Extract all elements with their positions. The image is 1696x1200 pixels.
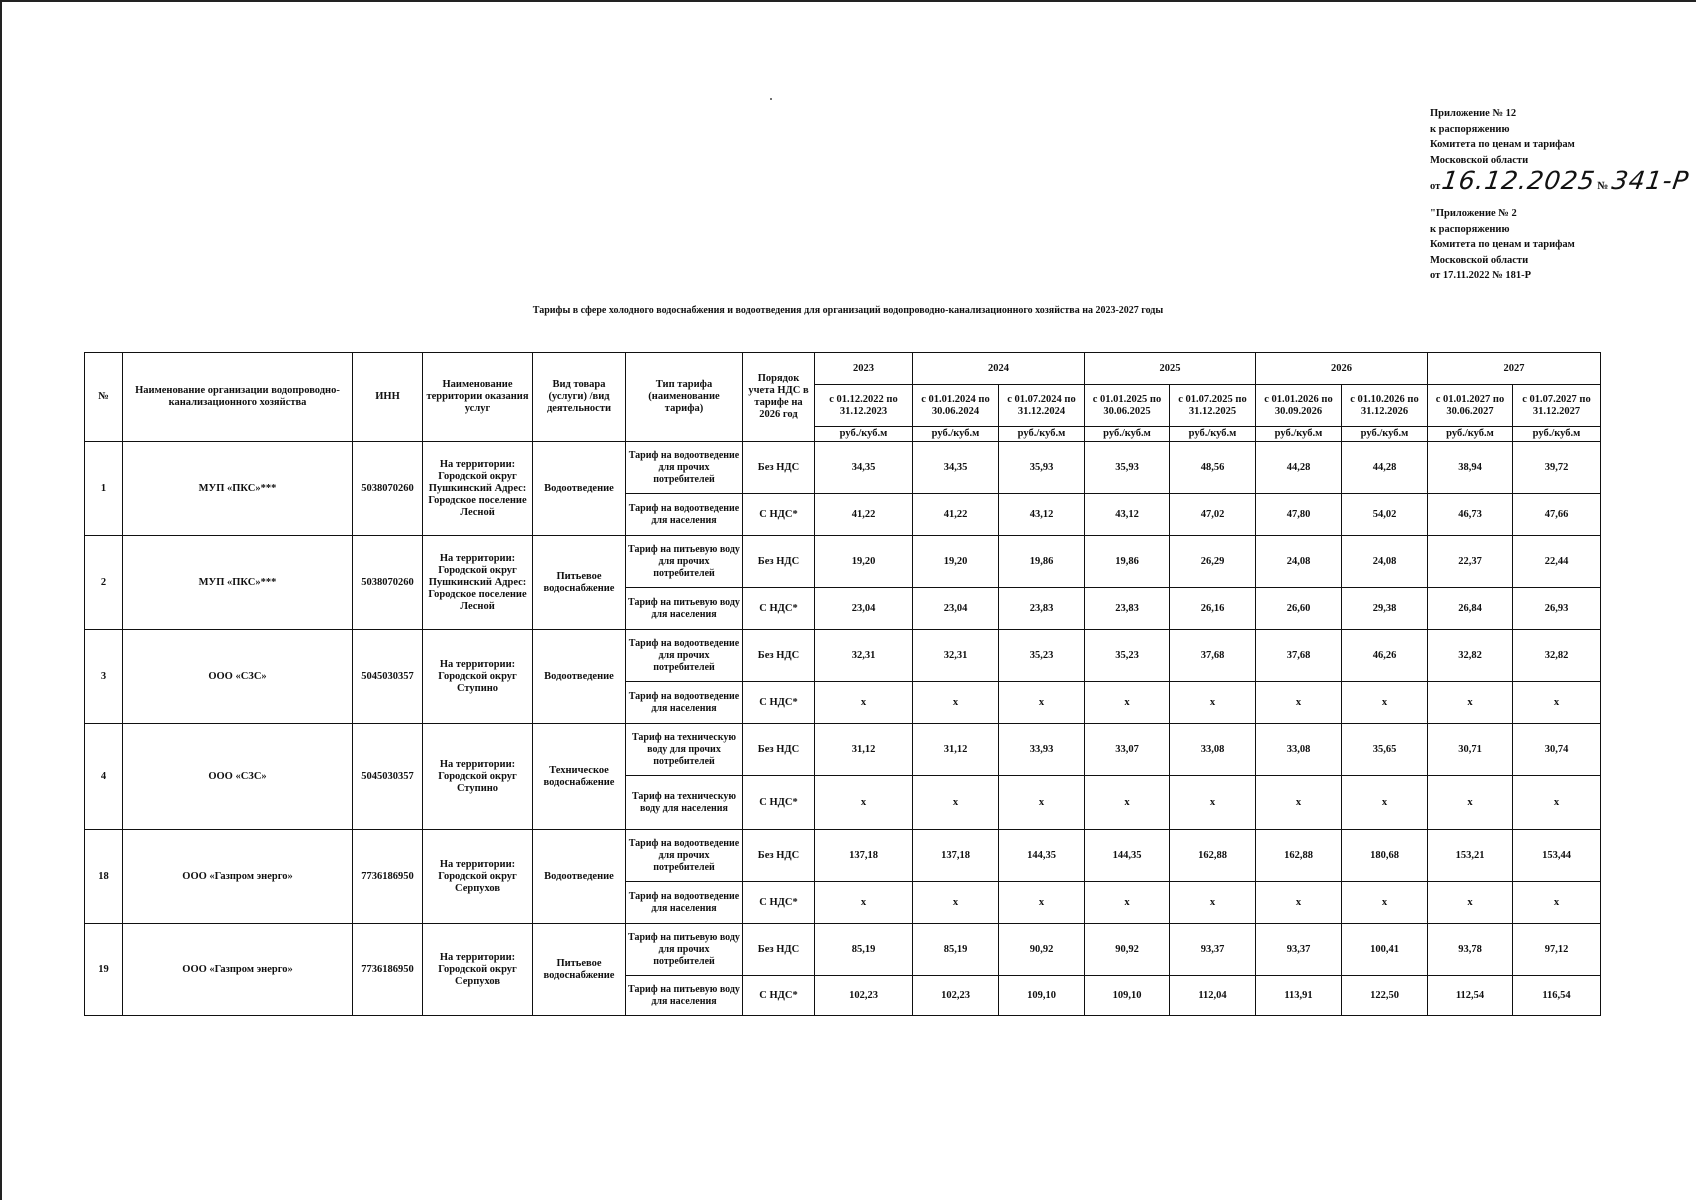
row-number: 2 [85, 536, 123, 630]
tariff-value: 44,28 [1342, 442, 1428, 494]
approval-line: Приложение № 12 [1430, 108, 1517, 119]
tariff-type: Тариф на водоотведение для прочих потребителей [626, 830, 743, 882]
approval-line: к распоряжению [1430, 223, 1510, 235]
tariff-type: Тариф на водоотведение для населения [626, 682, 743, 724]
territory: На территории: Городской округ Пушкинский Адрес: Городское поселение Лесной [423, 536, 533, 630]
tariff-value: 33,08 [1170, 724, 1256, 776]
table-row [85, 536, 1601, 588]
vat-order: С НДС* [743, 976, 815, 1016]
tariff-value: 39,72 [1513, 442, 1601, 494]
vat-order: С НДС* [743, 776, 815, 830]
tariff-value: x [1342, 882, 1428, 924]
tariff-type: Тариф на водоотведение для прочих потребителей [626, 630, 743, 682]
tariff-value: x [1256, 776, 1342, 830]
vat-order: С НДС* [743, 882, 815, 924]
tariff-value: 19,86 [999, 536, 1085, 588]
row-number: 1 [85, 442, 123, 536]
tariff-value: 35,23 [999, 630, 1085, 682]
tariff-value: 153,44 [1513, 830, 1601, 882]
tariff-value: 32,82 [1513, 630, 1601, 682]
org-inn: 5038070260 [353, 536, 423, 630]
handwritten-number: 341-Р [1610, 166, 1692, 195]
vat-order: Без НДС [743, 724, 815, 776]
tariff-value: 38,94 [1428, 442, 1513, 494]
header-unit: руб./куб.м [1170, 427, 1256, 442]
tariff-value: 19,86 [1085, 536, 1170, 588]
header-period: с 01.12.2022 по 31.12.2023 [815, 385, 913, 427]
tariff-value: 33,08 [1256, 724, 1342, 776]
tariff-value: 180,68 [1342, 830, 1428, 882]
tariff-type: Тариф на техническую воду для прочих потребителей [626, 724, 743, 776]
tariff-value: 93,37 [1170, 924, 1256, 976]
service-type: Водоотведение [533, 630, 626, 724]
org-inn: 5045030357 [353, 630, 423, 724]
tariff-value: x [1428, 882, 1513, 924]
tariff-value: 47,80 [1256, 494, 1342, 536]
tariff-type: Тариф на питьевую воду для населения [626, 588, 743, 630]
header-vat-order: Порядок учета НДС в тарифе на 2026 год [743, 353, 815, 442]
tariff-value: 32,31 [913, 630, 999, 682]
tariff-value: 26,60 [1256, 588, 1342, 630]
header-unit: руб./куб.м [1085, 427, 1170, 442]
header-period: с 01.01.2025 по 30.06.2025 [1085, 385, 1170, 427]
page-border-left [0, 0, 2, 1200]
tariff-value: 30,71 [1428, 724, 1513, 776]
tariff-value: 37,68 [1170, 630, 1256, 682]
org-name: МУП «ПКС»*** [123, 536, 353, 630]
header-period: с 01.01.2024 по 30.06.2024 [913, 385, 999, 427]
header-unit: руб./куб.м [1513, 427, 1601, 442]
tariff-value: 112,54 [1428, 976, 1513, 1016]
header-org: Наименование организации водопроводно-канализационного хозяйства [123, 353, 353, 442]
header-unit: руб./куб.м [913, 427, 999, 442]
tariff-value: x [999, 882, 1085, 924]
tariff-value: x [1085, 682, 1170, 724]
tariff-value: 30,74 [1513, 724, 1601, 776]
table-row [85, 630, 1601, 682]
approval-block [1430, 106, 1692, 284]
org-name: МУП «ПКС»*** [123, 442, 353, 536]
tariff-value: 33,93 [999, 724, 1085, 776]
header-year: 2023 [815, 353, 913, 385]
tariff-value: 26,29 [1170, 536, 1256, 588]
tariff-value: 19,20 [913, 536, 999, 588]
tariff-value: 90,92 [999, 924, 1085, 976]
tariff-value: 43,12 [1085, 494, 1170, 536]
tariff-type: Тариф на питьевую воду для прочих потребителей [626, 924, 743, 976]
tariff-value: x [815, 776, 913, 830]
row-number: 18 [85, 830, 123, 924]
tariff-value: 19,20 [815, 536, 913, 588]
tariff-value: x [815, 882, 913, 924]
table-row [85, 830, 1601, 882]
service-type: Водоотведение [533, 442, 626, 536]
tariff-value: 34,35 [815, 442, 913, 494]
tariff-value: 35,93 [999, 442, 1085, 494]
header-unit: руб./куб.м [1256, 427, 1342, 442]
tariff-type: Тариф на питьевую воду для прочих потребителей [626, 536, 743, 588]
header-year: 2026 [1256, 353, 1428, 385]
tariff-value: 85,19 [913, 924, 999, 976]
tariff-value: 41,22 [913, 494, 999, 536]
tariff-value: 32,82 [1428, 630, 1513, 682]
table-row [85, 442, 1601, 494]
tariff-type: Тариф на техническую воду для населения [626, 776, 743, 830]
tariff-value: 46,73 [1428, 494, 1513, 536]
document-title: Тарифы в сфере холодного водоснабжения и водоотведения для организаций водопроводно-канализационного хозяйства на 2023-2027 годы [532, 305, 1164, 316]
service-type: Техническое водоснабжение [533, 724, 626, 830]
tariff-value: x [1170, 882, 1256, 924]
tariff-value: 34,35 [913, 442, 999, 494]
tariff-value: 90,92 [1085, 924, 1170, 976]
tariff-type: Тариф на водоотведение для населения [626, 882, 743, 924]
scan-dot [770, 98, 772, 100]
service-type: Питьевое водоснабжение [533, 536, 626, 630]
tariff-value: 153,21 [1428, 830, 1513, 882]
date-prefix: от [1430, 180, 1441, 192]
vat-order: Без НДС [743, 536, 815, 588]
header-no: № [85, 353, 123, 442]
header-period: с 01.01.2027 по 30.06.2027 [1428, 385, 1513, 427]
tariff-value: x [999, 682, 1085, 724]
tariff-value: 162,88 [1256, 830, 1342, 882]
tariff-value: x [1513, 776, 1601, 830]
table-body [85, 442, 1601, 1016]
vat-order: С НДС* [743, 494, 815, 536]
tariff-value: 35,65 [1342, 724, 1428, 776]
page-border-top [0, 0, 1696, 2]
tariff-value: 93,37 [1256, 924, 1342, 976]
tariff-value: 23,04 [815, 588, 913, 630]
header-unit: руб./куб.м [999, 427, 1085, 442]
tariff-value: 85,19 [815, 924, 913, 976]
tariff-value: 109,10 [1085, 976, 1170, 1016]
territory: На территории: Городской округ Ступино [423, 630, 533, 724]
approval-line: Московской области [1430, 254, 1529, 266]
org-inn: 7736186950 [353, 924, 423, 1016]
tariff-value: 22,44 [1513, 536, 1601, 588]
tariff-value: 35,23 [1085, 630, 1170, 682]
service-type: Водоотведение [533, 830, 626, 924]
tariff-value: 144,35 [999, 830, 1085, 882]
vat-order: Без НДС [743, 442, 815, 494]
tariff-value: x [815, 682, 913, 724]
tariff-value: x [913, 776, 999, 830]
tariff-value: x [1428, 776, 1513, 830]
tariff-value: 26,16 [1170, 588, 1256, 630]
org-name: ООО «СЗС» [123, 630, 353, 724]
tariff-type: Тариф на питьевую воду для населения [626, 976, 743, 1016]
tariff-value: x [1428, 682, 1513, 724]
tariff-value: 112,04 [1170, 976, 1256, 1016]
tariff-value: 35,93 [1085, 442, 1170, 494]
tariff-value: 137,18 [913, 830, 999, 882]
tariff-value: 23,04 [913, 588, 999, 630]
tariff-value: 109,10 [999, 976, 1085, 1016]
tariff-value: 93,78 [1428, 924, 1513, 976]
tariff-value: 100,41 [1342, 924, 1428, 976]
header-period: с 01.07.2025 по 31.12.2025 [1170, 385, 1256, 427]
vat-order: Без НДС [743, 830, 815, 882]
tariff-value: x [999, 776, 1085, 830]
tariff-value: x [1170, 776, 1256, 830]
header-year: 2027 [1428, 353, 1601, 385]
header-period: с 01.01.2026 по 30.09.2026 [1256, 385, 1342, 427]
tariff-value: x [1085, 882, 1170, 924]
tariff-value: 47,66 [1513, 494, 1601, 536]
tariff-value: x [1513, 682, 1601, 724]
header-unit: руб./куб.м [1428, 427, 1513, 442]
header-service: Вид товара (услуги) /вид деятельности [533, 353, 626, 442]
table-row [85, 924, 1601, 976]
tariff-value: 113,91 [1256, 976, 1342, 1016]
approval-line: Комитета по ценам и тарифам [1430, 139, 1575, 150]
vat-order: Без НДС [743, 924, 815, 976]
org-inn: 5045030357 [353, 724, 423, 830]
approval-line: "Приложение № 2 [1430, 208, 1517, 219]
tariff-value: x [1513, 882, 1601, 924]
tariff-value: 33,07 [1085, 724, 1170, 776]
header-tariff-type: Тип тарифа (наименование тарифа) [626, 353, 743, 442]
header-inn: ИНН [353, 353, 423, 442]
approval-date-line [1430, 166, 1692, 195]
number-sign: № [1597, 179, 1609, 192]
approval-line: Комитета по ценам и тарифам [1430, 239, 1575, 250]
tariff-value: x [1170, 682, 1256, 724]
tariff-value: 29,38 [1342, 588, 1428, 630]
header-period: с 01.10.2026 по 31.12.2026 [1342, 385, 1428, 427]
tariff-value: 24,08 [1342, 536, 1428, 588]
vat-order: С НДС* [743, 682, 815, 724]
header-territory: Наименование территории оказания услуг [423, 353, 533, 442]
tariff-value: 41,22 [815, 494, 913, 536]
tariff-type: Тариф на водоотведение для прочих потребителей [626, 442, 743, 494]
tariff-value: x [913, 682, 999, 724]
approval-line: от 17.11.2022 № 181-Р [1430, 270, 1532, 281]
territory: На территории: Городской округ Серпухов [423, 924, 533, 1016]
tariff-value: 54,02 [1342, 494, 1428, 536]
vat-order: Без НДС [743, 630, 815, 682]
approval-line: Московской области [1430, 154, 1529, 166]
tariff-value: 32,31 [815, 630, 913, 682]
tariff-type: Тариф на водоотведение для населения [626, 494, 743, 536]
tariff-value: 31,12 [913, 724, 999, 776]
tariff-value: 102,23 [815, 976, 913, 1016]
tariff-value: 47,02 [1170, 494, 1256, 536]
tariff-value: x [1342, 682, 1428, 724]
tariff-table [84, 352, 1601, 1016]
tariff-value: x [1256, 882, 1342, 924]
handwritten-date: 16.12.2025 [1440, 166, 1598, 195]
approval-line: к распоряжению [1430, 123, 1510, 135]
tariff-value: 43,12 [999, 494, 1085, 536]
tariff-value: 22,37 [1428, 536, 1513, 588]
tariff-value: x [1342, 776, 1428, 830]
tariff-value: 137,18 [815, 830, 913, 882]
tariff-value: 31,12 [815, 724, 913, 776]
org-name: ООО «СЗС» [123, 724, 353, 830]
service-type: Питьевое водоснабжение [533, 924, 626, 1016]
org-inn: 5038070260 [353, 442, 423, 536]
tariff-value: 102,23 [913, 976, 999, 1016]
territory: На территории: Городской округ Пушкинский Адрес: Городское поселение Лесной [423, 442, 533, 536]
header-year: 2025 [1085, 353, 1256, 385]
header-period: с 01.07.2024 по 31.12.2024 [999, 385, 1085, 427]
tariff-value: 97,12 [1513, 924, 1601, 976]
row-number: 19 [85, 924, 123, 1016]
header-unit: руб./куб.м [815, 427, 913, 442]
row-number: 3 [85, 630, 123, 724]
tariff-value: 162,88 [1170, 830, 1256, 882]
org-name: ООО «Газпром энерго» [123, 924, 353, 1016]
org-name: ООО «Газпром энерго» [123, 830, 353, 924]
org-inn: 7736186950 [353, 830, 423, 924]
territory: На территории: Городской округ Серпухов [423, 830, 533, 924]
vat-order: С НДС* [743, 588, 815, 630]
header-year: 2024 [913, 353, 1085, 385]
tariff-value: 23,83 [1085, 588, 1170, 630]
tariff-value: 48,56 [1170, 442, 1256, 494]
tariff-value: 44,28 [1256, 442, 1342, 494]
table-row [85, 724, 1601, 776]
tariff-value: x [1256, 682, 1342, 724]
tariff-value: x [913, 882, 999, 924]
tariff-value: 24,08 [1256, 536, 1342, 588]
tariff-value: 46,26 [1342, 630, 1428, 682]
tariff-value: 37,68 [1256, 630, 1342, 682]
tariff-value: 144,35 [1085, 830, 1170, 882]
tariff-value: x [1085, 776, 1170, 830]
row-number: 4 [85, 724, 123, 830]
tariff-value: 122,50 [1342, 976, 1428, 1016]
tariff-value: 26,84 [1428, 588, 1513, 630]
header-period: с 01.07.2027 по 31.12.2027 [1513, 385, 1601, 427]
territory: На территории: Городской округ Ступино [423, 724, 533, 830]
tariff-value: 23,83 [999, 588, 1085, 630]
tariff-value: 26,93 [1513, 588, 1601, 630]
header-unit: руб./куб.м [1342, 427, 1428, 442]
tariff-value: 116,54 [1513, 976, 1601, 1016]
